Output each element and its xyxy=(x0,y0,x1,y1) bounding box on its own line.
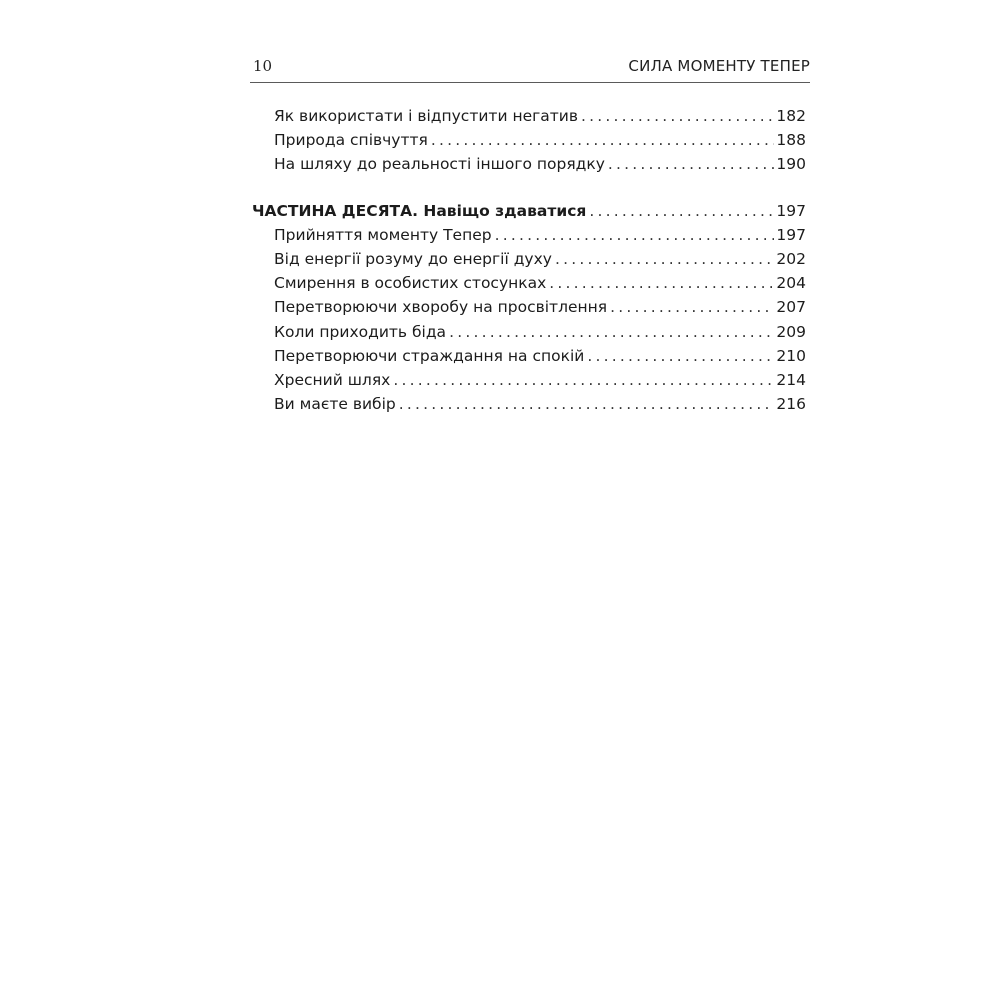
part-label: ЧАСТИНА ДЕСЯТА. xyxy=(252,201,418,220)
toc-entry-title: Природа співчуття xyxy=(274,131,428,150)
toc-entry-title: Як використати і відпустити негатив xyxy=(274,107,579,125)
dot-leader xyxy=(589,199,774,223)
toc-entry xyxy=(252,247,806,271)
toc-entry xyxy=(252,152,806,176)
toc-entry-page: 216 xyxy=(776,395,806,414)
dot-leader xyxy=(495,223,775,247)
part-name: Навіщо здаватися xyxy=(423,201,587,220)
toc-entry-title: Перетворюючи страждання на спокій xyxy=(274,346,585,365)
toc-entry-page: 214 xyxy=(776,370,806,389)
toc-entry xyxy=(252,271,806,295)
dot-leader xyxy=(393,368,774,392)
dot-leader xyxy=(555,247,774,271)
dot-leader xyxy=(549,271,774,295)
toc-entry xyxy=(252,295,806,319)
dot-leader xyxy=(608,152,775,176)
dot-leader xyxy=(449,320,774,344)
toc-entry xyxy=(252,223,806,247)
toc-part-title xyxy=(252,199,586,223)
dot-leader xyxy=(399,392,775,416)
toc-entry xyxy=(252,320,806,344)
toc-entry xyxy=(252,128,806,152)
toc-entry xyxy=(252,392,806,416)
dot-leader xyxy=(610,295,774,319)
dot-leader xyxy=(581,104,774,128)
toc-entry-title: Коли приходить біда xyxy=(274,322,447,341)
dot-leader xyxy=(431,128,775,152)
table-of-contents xyxy=(252,104,806,416)
toc-entry-title: Перетворюючи хворобу на просвітлення xyxy=(274,298,608,317)
toc-entry xyxy=(252,368,806,392)
toc-entry-page: 207 xyxy=(776,298,806,317)
section-gap xyxy=(252,177,806,199)
toc-entry-page: 210 xyxy=(776,346,806,365)
toc-entry-title: Смирення в особистих стосунках xyxy=(274,274,547,293)
toc-entry-page: 188 xyxy=(776,131,806,150)
toc-part-page: 197 xyxy=(776,201,806,220)
toc-entry-title: Від енергії розуму до енергії духу xyxy=(274,249,552,268)
dot-leader xyxy=(587,344,774,368)
toc-entry-page: 204 xyxy=(776,274,806,293)
toc-entry xyxy=(252,344,806,368)
page-header xyxy=(250,52,810,83)
page-number: 10 xyxy=(253,57,273,75)
toc-entry-page: 197 xyxy=(776,225,806,244)
toc-entry-page: 182 xyxy=(776,107,806,125)
toc-entry-page: 209 xyxy=(776,322,806,341)
toc-entry-page: 190 xyxy=(776,155,806,174)
toc-entry xyxy=(252,104,806,128)
running-title: СИЛА МОМЕНТУ ТЕПЕР xyxy=(628,57,810,75)
toc-entry-title: На шляху до реальності іншого порядку xyxy=(274,155,605,174)
toc-entry-page: 202 xyxy=(776,249,806,268)
toc-entry-title: Прийняття моменту Тепер xyxy=(274,225,492,244)
toc-part-heading xyxy=(252,199,806,223)
toc-entry-title: Ви маєте вибір xyxy=(274,395,396,414)
toc-entry-title: Хресний шлях xyxy=(274,370,391,389)
